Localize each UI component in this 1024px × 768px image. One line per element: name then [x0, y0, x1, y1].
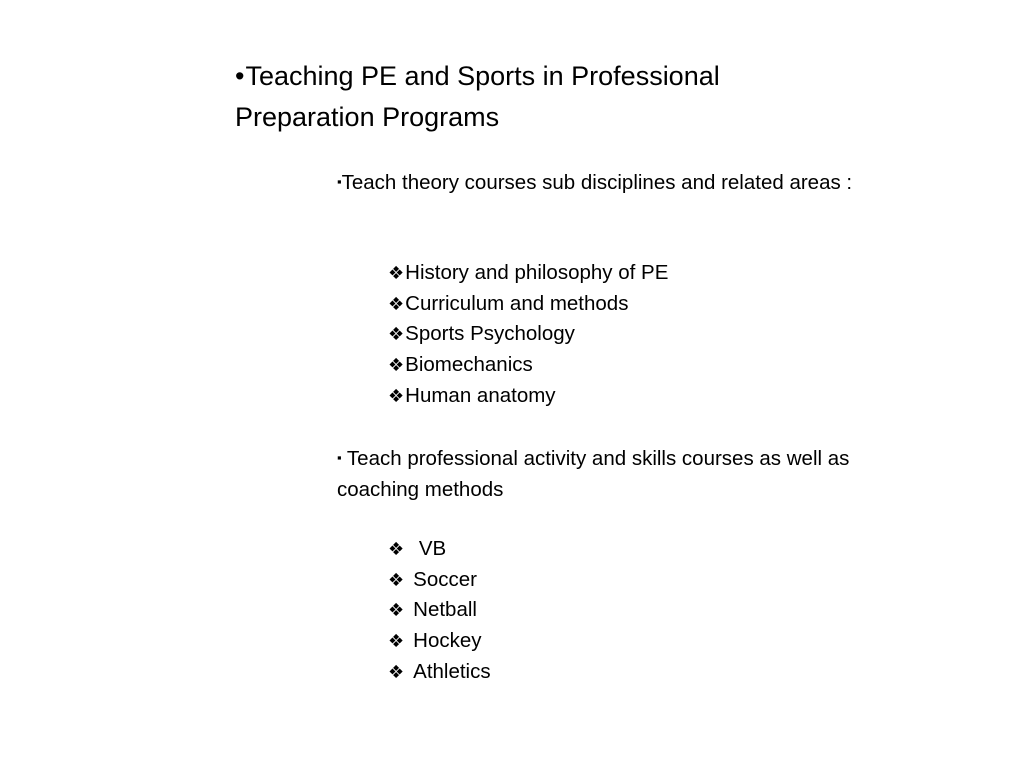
list-item: ❖ Hockey	[388, 629, 482, 653]
diamond-bullet-icon: ❖	[388, 293, 405, 314]
list-item: ❖ Soccer	[388, 567, 477, 591]
list-item: ❖ Athletics	[388, 659, 491, 683]
list-item: ❖Human anatomy	[388, 383, 556, 407]
list-item: ❖History and philosophy of PE	[388, 261, 669, 284]
title-text: Teaching PE and Sports in Professional Preparation Programs	[235, 61, 720, 132]
list-item: ❖Sports Psychology	[388, 322, 575, 346]
diamond-bullet-icon: ❖	[388, 631, 405, 652]
diamond-bullet-icon: ❖	[388, 600, 405, 621]
diamond-bullet-icon: ❖	[388, 355, 405, 376]
list-item: ❖ VB	[388, 537, 447, 560]
section-text: Teach theory courses sub disciplines and related areas :	[341, 171, 853, 194]
diamond-bullet-icon: ❖	[388, 324, 405, 345]
section-text: Teach professional activity and skills courses as well as coaching methods	[337, 447, 850, 501]
slide-title	[235, 56, 835, 138]
section-theory-courses	[337, 166, 867, 198]
diamond-bullet-icon: ❖	[388, 569, 405, 590]
list-item: ❖Curriculum and methods	[388, 291, 629, 315]
diamond-bullet-icon: ❖	[388, 539, 405, 559]
diamond-bullet-icon: ❖	[388, 263, 405, 283]
list-item: ❖ Netball	[388, 598, 477, 622]
skills-courses-list	[388, 534, 491, 688]
title-bullet: •	[235, 61, 245, 91]
section-skills-courses	[337, 442, 867, 505]
list-item: ❖Biomechanics	[388, 353, 533, 377]
diamond-bullet-icon: ❖	[388, 385, 405, 406]
square-bullet-icon: ▪	[337, 174, 342, 189]
diamond-bullet-icon: ❖	[388, 661, 405, 682]
square-bullet-icon: ▪	[337, 450, 342, 465]
theory-courses-list	[388, 258, 668, 412]
